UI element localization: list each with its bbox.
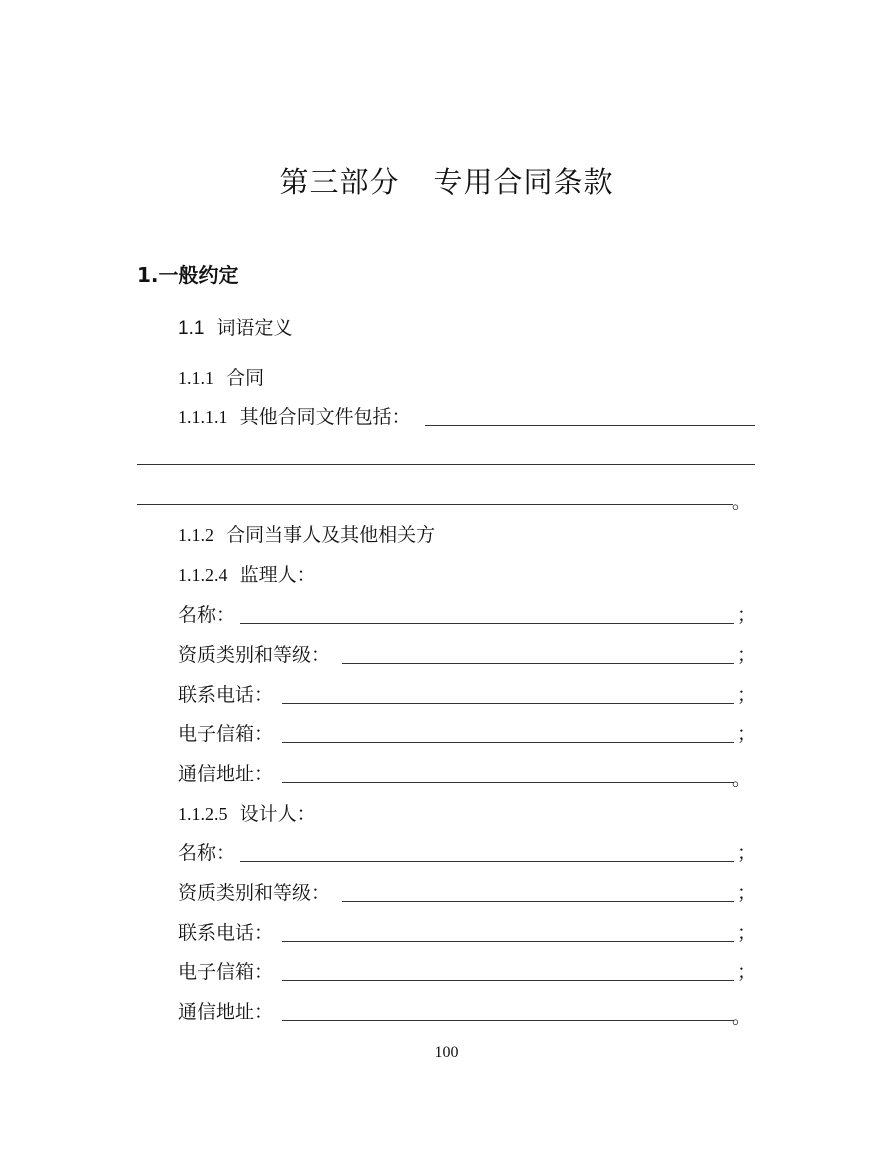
field-label: 通信地址：	[178, 763, 274, 785]
clause-label: 合同当事人及其他相关方	[226, 524, 436, 546]
field-label: 联系电话：	[178, 922, 274, 944]
clause-label: 监理人：	[239, 564, 316, 586]
subsection-1-1	[178, 313, 293, 340]
clause-number: 1.1.2.4	[178, 565, 228, 585]
field-label: 通信地址：	[178, 1001, 274, 1023]
page-title-name: 专用合同条款	[433, 165, 614, 199]
clause-label: 设计人：	[239, 803, 316, 825]
end-mark: 。	[732, 768, 752, 790]
address-input-line[interactable]	[282, 782, 734, 783]
email-input-line[interactable]	[282, 980, 734, 981]
section-heading: 1.一般约定	[137, 263, 239, 287]
qualification-input-line[interactable]	[342, 663, 734, 664]
end-mark: ；	[737, 961, 757, 983]
clause-1-1-1	[178, 363, 264, 390]
clause-supervisor	[178, 560, 316, 587]
field-label: 电子信箱：	[178, 723, 274, 745]
clause-number: 1.1.1.1	[178, 407, 228, 427]
end-mark: ；	[737, 604, 757, 626]
clause-designer	[178, 799, 316, 826]
end-mark: 。	[732, 491, 752, 513]
field-label: 资质类别和等级：	[178, 644, 331, 666]
phone-input-line[interactable]	[282, 703, 734, 704]
clause-label: 合同	[226, 367, 265, 389]
blank-line[interactable]	[137, 464, 755, 465]
address-input-line[interactable]	[282, 1020, 734, 1021]
field-label: 联系电话：	[178, 684, 274, 706]
end-mark: ；	[737, 684, 757, 706]
clause-number: 1.1.2.5	[178, 804, 228, 824]
end-mark: ；	[737, 644, 757, 666]
page-number: 100	[434, 1044, 459, 1061]
field-label: 电子信箱：	[178, 961, 274, 983]
email-input-line[interactable]	[282, 742, 734, 743]
phone-input-line[interactable]	[282, 941, 734, 942]
qualification-input-line[interactable]	[342, 901, 734, 902]
clause-number: 1.1.2	[178, 525, 214, 545]
name-input-line[interactable]	[240, 861, 734, 862]
subsection-number: 1.1	[178, 318, 205, 339]
clause-1-1-1-1	[178, 402, 411, 429]
blank-line[interactable]	[425, 425, 755, 426]
end-mark: ；	[737, 842, 757, 864]
end-mark: ；	[737, 882, 757, 904]
page-title-part: 第三部分	[279, 165, 400, 199]
field-label: 名称：	[178, 604, 236, 626]
end-mark: 。	[732, 1006, 752, 1028]
clause-number: 1.1.1	[178, 368, 214, 388]
clause-label: 其他合同文件包括：	[239, 406, 411, 428]
end-mark: ；	[737, 723, 757, 745]
field-label: 资质类别和等级：	[178, 882, 331, 904]
subsection-label: 词语定义	[216, 317, 293, 339]
end-mark: ；	[737, 922, 757, 944]
field-label: 名称：	[178, 842, 236, 864]
page-title	[0, 160, 893, 201]
clause-1-1-2	[178, 520, 435, 547]
name-input-line[interactable]	[240, 623, 734, 624]
blank-line[interactable]	[137, 504, 733, 505]
